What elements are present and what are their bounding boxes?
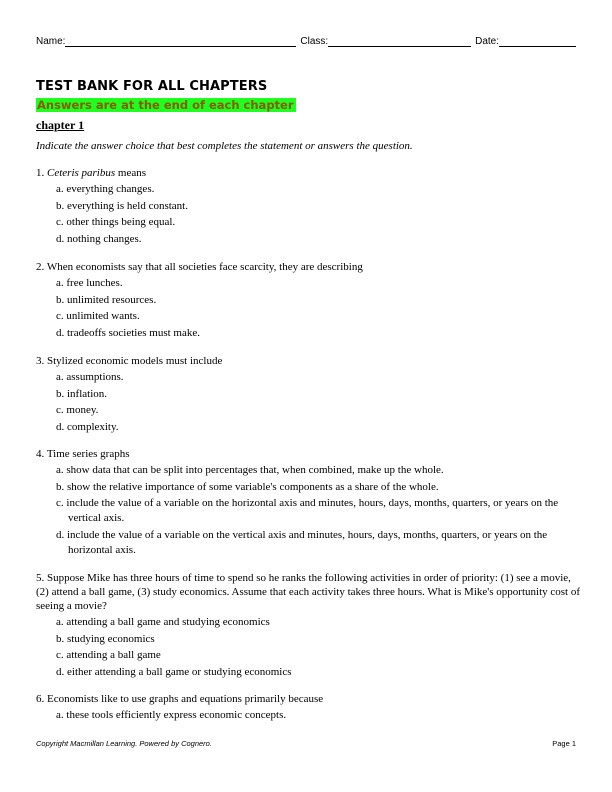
answer-option: a. everything changes.: [56, 182, 155, 195]
stem-text: means: [115, 167, 147, 179]
answer-option: c. attending a ball game: [56, 649, 161, 662]
answer-option: d. either attending a ball game or studying economics: [56, 666, 292, 679]
answer-option: b. studying economics: [56, 632, 155, 645]
copyright-notice: Copyright Macmillan Learning. Powered by Cognero.: [36, 739, 212, 748]
question-4: [36, 447, 581, 558]
question-stem: [36, 571, 581, 613]
instructions: Indicate the answer choice that best completes the statement or answers the question.: [36, 140, 413, 152]
highlighted-subtitle: Answers are at the end of each chapter: [37, 98, 294, 112]
answer-option: a. attending a ball game and studying economics: [56, 615, 270, 628]
question-number: 4.: [36, 448, 45, 460]
answer-option: a. these tools efficiently express economic concepts.: [56, 708, 287, 721]
answer-option: b. show the relative importance of some variable's components as a share of the whole.: [56, 480, 439, 493]
question-3: [36, 354, 581, 435]
question-stem: [36, 166, 581, 180]
answer-option: c. unlimited wants.: [56, 310, 140, 323]
date-field-line: [499, 35, 576, 47]
stem-text: Stylized economic models must include: [47, 355, 223, 367]
page-title: TEST BANK FOR ALL CHAPTERS: [36, 79, 268, 94]
answer-option: c. other things being equal.: [56, 216, 176, 229]
class-label: Class:: [300, 36, 329, 47]
class-field-line: [328, 35, 471, 47]
question-1: [36, 166, 581, 247]
page-footer: [36, 739, 576, 748]
name-field-line: [65, 35, 296, 47]
answer-option: b. inflation.: [56, 387, 108, 400]
answer-option: d. nothing changes.: [56, 233, 142, 246]
stem-text: When economists say that all societies face scarcity, they are describing: [46, 261, 363, 273]
answer-option: b. everything is held constant.: [56, 199, 188, 212]
question-stem: [36, 692, 581, 706]
page-number: Page 1: [552, 739, 576, 748]
answer-option: a. assumptions.: [56, 370, 124, 383]
question-5: [36, 571, 581, 680]
answer-option: b. unlimited resources.: [56, 293, 157, 306]
date-label: Date:: [475, 36, 500, 47]
name-label: Name:: [36, 36, 66, 47]
question-number: 1.: [36, 167, 45, 179]
answer-option: d. tradeoffs societies must make.: [56, 327, 200, 340]
question-stem: [36, 447, 581, 461]
question-number: 2.: [36, 261, 45, 273]
question-number: 5.: [36, 572, 45, 584]
question-stem: [36, 260, 581, 274]
student-info-header: [36, 35, 576, 47]
answer-option: d. complexity.: [56, 421, 119, 434]
stem-text: Time series graphs: [46, 448, 130, 460]
stem-text: Economists like to use graphs and equations primarily because: [47, 693, 324, 705]
answer-option: a. show data that can be split into percentages that, when combined, make up the whole.: [56, 463, 444, 476]
chapter-heading: chapter 1: [36, 118, 85, 132]
answer-option: c. include the value of a variable on the horizontal axis and minutes, hours, days, months, quarters, or years on the vertical axis.: [56, 497, 559, 525]
question-number: 3.: [36, 355, 45, 367]
answer-option: a. free lunches.: [56, 276, 123, 289]
stem-italic: Ceteris paribus: [47, 167, 116, 179]
question-number: 6.: [36, 693, 45, 705]
question-stem: [36, 354, 581, 368]
stem-text: Suppose Mike has three hours of time to spend so he ranks the following activities in order of priority: (1) see a movie, (2) attend a ball game, (3) study economics. Assume that each activity takes three hours. What is Mike's opportunity cost of seeing a movie?: [36, 572, 581, 612]
answer-option: c. money.: [56, 404, 99, 417]
question-2: [36, 260, 581, 341]
question-6: [36, 692, 581, 723]
answer-option: d. include the value of a variable on the vertical axis and minutes, hours, days, months, quarters, or years on the horizontal axis.: [56, 529, 548, 557]
